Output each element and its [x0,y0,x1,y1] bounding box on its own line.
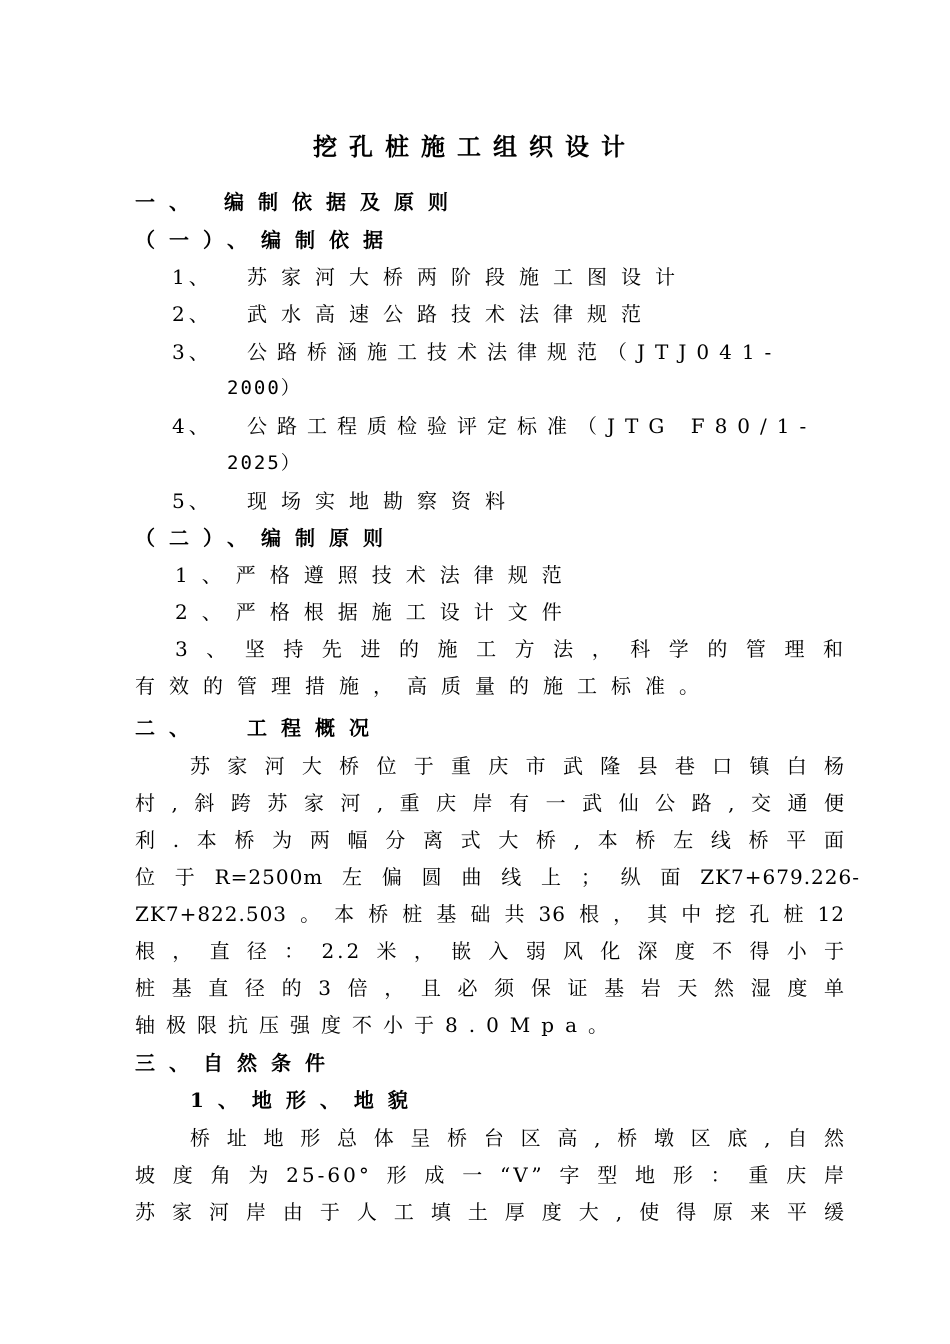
section-2-heading-num: 二、 [135,716,203,740]
paragraph-line: 苏家河岸由于人工填土厚度大,使得原来平缓 [135,1200,847,1224]
list-item: 1、严格遵照技术法律规范 [175,563,576,587]
list-item-num: 1、 [172,265,213,289]
paragraph-line: 苏家河大桥位于重庆市武隆县巷口镇白杨 [190,754,847,778]
list-item-continuation: 2025） [227,452,302,474]
paragraph-line: 3、坚持先进的施工方法，科学的管理和 [175,637,847,661]
paragraph-line: 桥址地形总体呈桥台区高,桥墩区底,自然 [190,1126,847,1150]
section-3-heading: 三、自然条件 [135,1051,339,1075]
list-item-num: 4、 [172,414,213,438]
section-1-subheading-principles: （二）、编制原则 [135,526,397,550]
paragraph-line: 有效的管理措施，高质量的施工标准。 [135,674,713,698]
list-item: 现场实地勘察资料 [247,489,519,513]
paragraph-line: 桩基直径的3倍，且必须保证基岩天然湿度单 [135,976,847,1000]
paragraph-line: 村,斜跨苏家河,重庆岸有一武仙公路,交通便 [135,791,847,815]
section-3-subheading: 1、地形、地貌 [190,1088,422,1112]
list-item: 苏家河大桥两阶段施工图设计 [247,265,689,289]
section-1-subheading-basis: （一）、编制依据 [135,228,397,252]
list-item: 公路桥涵施工技术法律规范（JTJ041- [247,340,782,364]
paragraph-line: 坡度角为25-60°形成一“V”字型地形：重庆岸 [135,1163,847,1187]
list-item: 2、严格根据施工设计文件 [175,600,576,624]
paragraph-line: ZK7+822.503。本桥桩基础共36根，其中挖孔桩12 [135,902,845,926]
list-item: 武水高速公路技术法律规范 [247,302,655,326]
list-item-num: 2、 [172,302,213,326]
section-2-heading: 工程概况 [247,716,383,740]
document-title: 挖孔桩施工组织设计 [313,132,637,161]
list-item-num: 5、 [172,489,213,513]
list-item-continuation: 2000） [227,377,302,399]
paragraph-line: 根，直径：2.2米，嵌入弱风化深度不得小于 [135,939,847,963]
list-item: 公路工程质检验评定标准（JTG F80/1- [247,414,817,438]
paragraph-line: 位于R=2500m左偏圆曲线上；纵面ZK7+679.226- [135,865,860,889]
paragraph-line: 利.本桥为两幅分离式大桥,本桥左线桥平面 [135,828,847,852]
section-1-heading: 一、 编制依据及原则 [135,190,462,214]
list-item-num: 3、 [172,340,213,364]
paragraph-line: 轴极限抗压强度不小于8.0Mpa。 [135,1013,620,1037]
